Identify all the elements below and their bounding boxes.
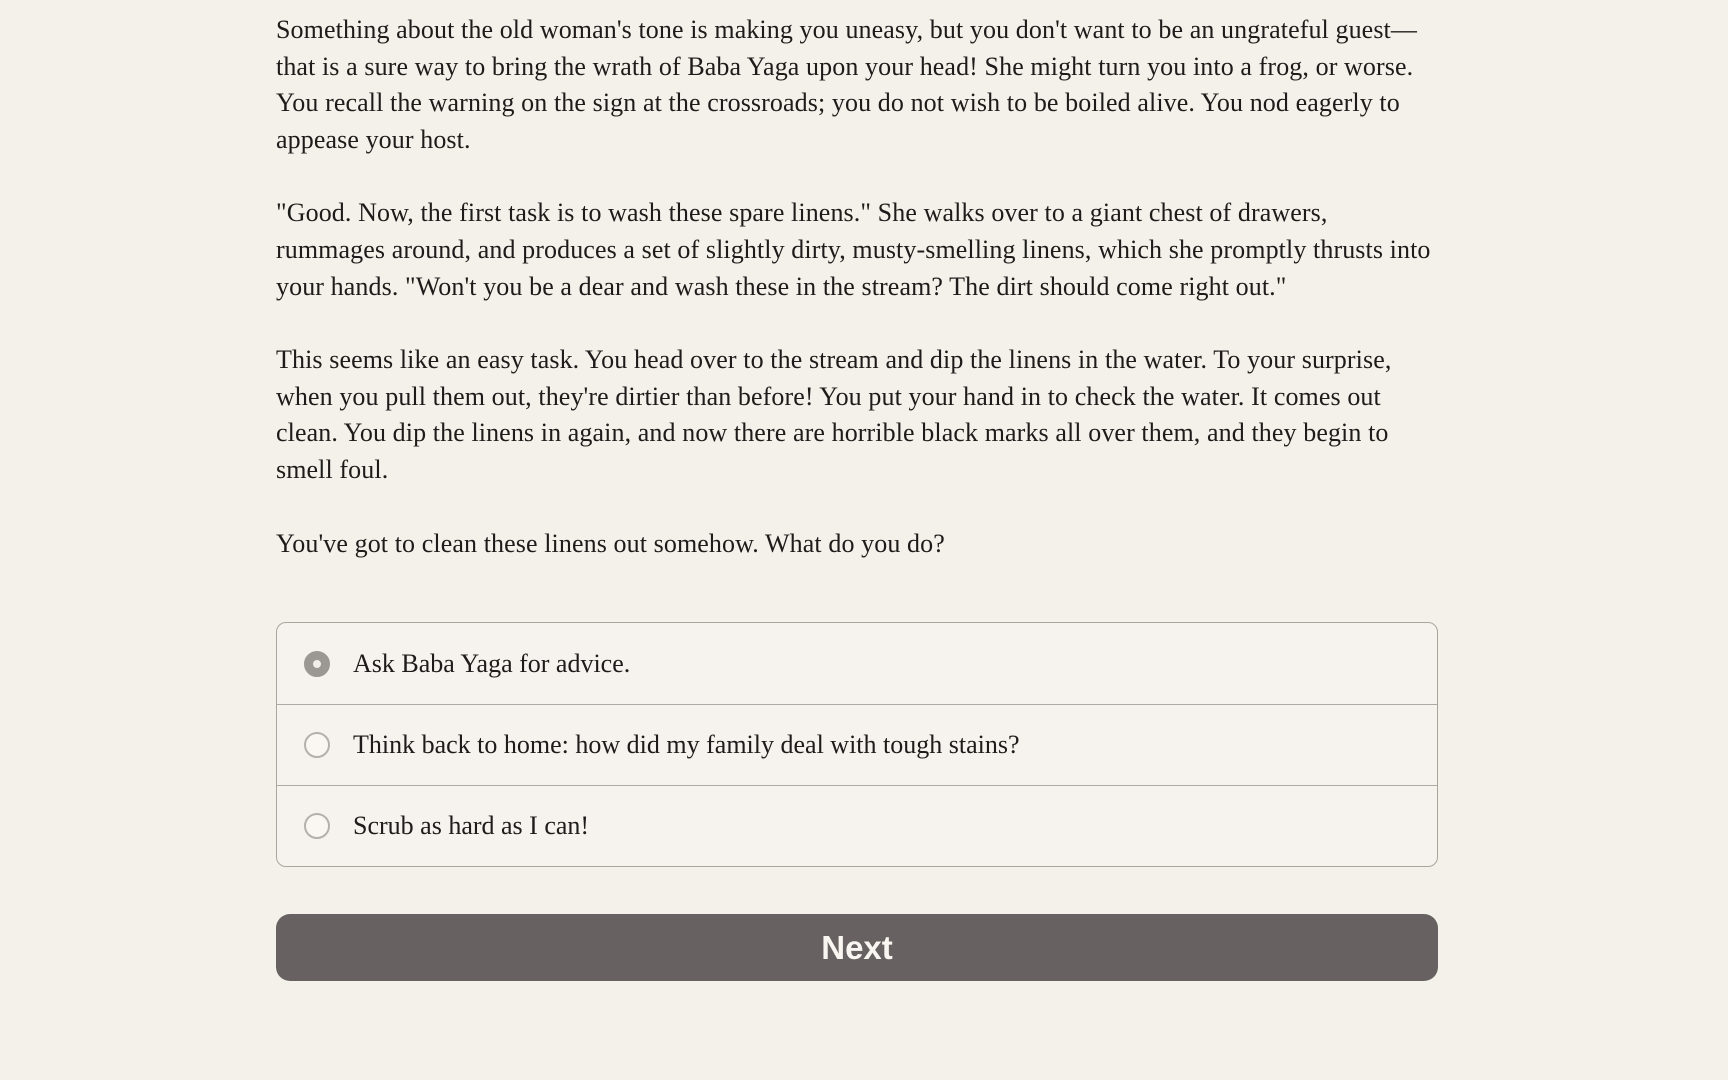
choice-option-scrub-hard[interactable] [277, 785, 1437, 866]
next-button[interactable]: Next [276, 914, 1438, 981]
choice-option-label: Think back to home: how did my family deal with tough stains? [353, 730, 1020, 760]
story-page [276, 0, 1438, 981]
choice-option-label: Scrub as hard as I can! [353, 811, 590, 841]
choice-option-label: Ask Baba Yaga for advice. [353, 648, 631, 678]
story-question: You've got to clean these linens out somehow. What do you do? [276, 528, 945, 558]
radio-icon[interactable] [304, 813, 330, 839]
story-paragraph: "Good. Now, the first task is to wash these spare linens." She walks over to a giant chest of drawers, rummages around, and produces a set of slightly dirty, musty-smelling linens, which she promptly thrusts into your hands. "Won't you be a dear and wash these in the stream? The dirt should come right out." [276, 198, 1431, 301]
radio-icon[interactable] [304, 651, 330, 677]
choice-option-think-back-home[interactable] [277, 704, 1437, 785]
choice-group [276, 622, 1438, 867]
choice-option-ask-baba-yaga[interactable] [277, 623, 1437, 704]
story-text [276, 12, 1438, 562]
story-paragraph: This seems like an easy task. You head over to the stream and dip the linens in the water. To your surprise, when you pull them out, they're dirtier than before! You put your hand in to check the water. It comes out clean. You dip the linens in again, and now there are horrible black marks all over them, and they begin to smell foul. [276, 345, 1392, 484]
story-paragraph: Something about the old woman's tone is making you uneasy, but you don't want to be an ungrateful guest—that is a sure way to bring the wrath of Baba Yaga upon your head! She might turn you into a frog, or worse. You recall the warning on the sign at the crossroads; you do not wish to be boiled alive. You nod eagerly to appease your host. [276, 15, 1417, 154]
radio-icon[interactable] [304, 732, 330, 758]
